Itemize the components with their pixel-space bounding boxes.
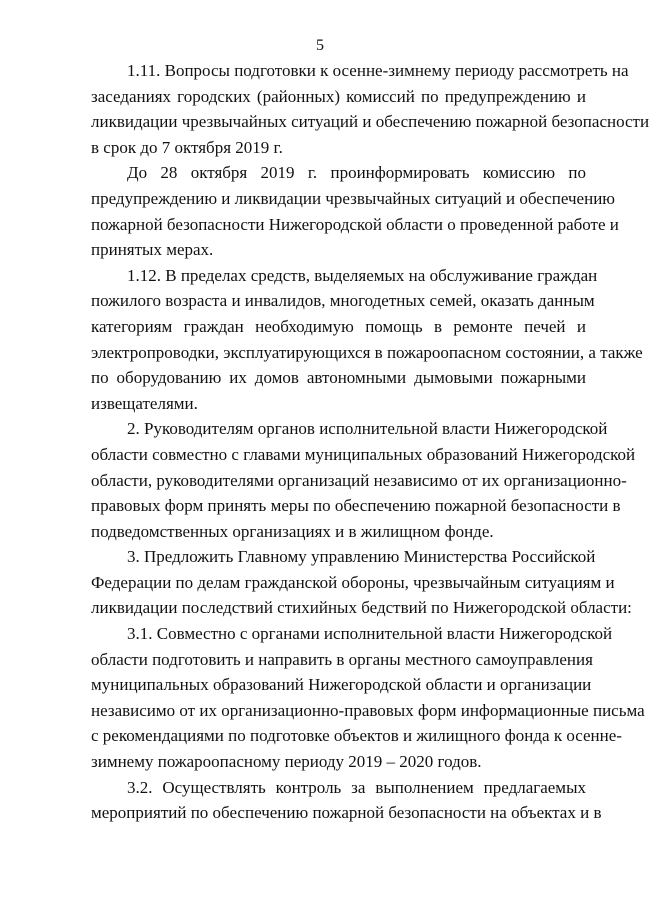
paragraph	[91, 416, 636, 544]
text-line: по оборудованию их домов автономными дымовыми пожарными	[91, 368, 586, 388]
text-line: правовых форм принять меры по обеспечению пожарной безопасности в	[91, 496, 621, 516]
paragraph	[91, 58, 649, 160]
text-line: категориям граждан необходимую помощь в ремонте печей и	[91, 316, 586, 336]
text-line: 3. Предложить Главному управлению Министерства Российской	[127, 547, 596, 567]
text-line: в срок до 7 октября 2019 г.	[91, 137, 283, 157]
text-line: 3.1. Совместно с органами исполнительной власти Нижегородской	[127, 624, 613, 644]
text-line: ликвидации чрезвычайных ситуаций и обеспечению пожарной безопасности	[91, 112, 649, 132]
paragraph	[91, 621, 645, 775]
text-line: извещателями.	[91, 393, 198, 413]
text-line: независимо от их организационно-правовых форм информационные письма	[91, 700, 645, 720]
text-line: электропроводки, эксплуатирующихся в пожароопасном состоянии, а также	[91, 342, 643, 362]
text-line: зимнему пожароопасному периоду 2019 – 2020 годов.	[91, 752, 482, 772]
paragraph	[91, 544, 632, 621]
text-line: с рекомендациями по подготовке объектов и жилищного фонда к осенне-	[91, 726, 622, 746]
document-body	[91, 58, 649, 826]
text-line: 3.2. Осуществлять контроль за выполнением предлагаемых	[127, 777, 586, 797]
text-line: 2. Руководителям органов исполнительной власти Нижегородской	[127, 419, 608, 439]
text-line: пожарной безопасности Нижегородской области о проведенной работе и	[91, 214, 619, 234]
page-number: 5	[316, 37, 324, 54]
text-line: заседаниях городских (районных) комиссий по предупреждению и	[91, 86, 586, 106]
paragraph	[91, 160, 619, 262]
paragraph	[91, 775, 602, 826]
text-line: области совместно с главами муниципальных образований Нижегородской	[91, 444, 636, 464]
text-line: 1.12. В пределах средств, выделяемых на обслуживание граждан	[127, 265, 598, 285]
text-line: 1.11. Вопросы подготовки к осенне-зимнему периоду рассмотреть на	[127, 61, 629, 80]
text-line: пожилого возраста и инвалидов, многодетных семей, оказать данным	[91, 291, 595, 311]
text-line: принятых мерах.	[91, 240, 214, 260]
text-line: ликвидации последствий стихийных бедствий по Нижегородской области:	[91, 598, 632, 618]
text-line: области подготовить и направить в органы местного самоуправления	[91, 649, 593, 669]
paragraph	[91, 263, 643, 417]
text-line: подведомственных организациях и в жилищном фонде.	[91, 521, 494, 541]
text-line: муниципальных образований Нижегородской области и организации	[91, 675, 592, 695]
text-line: предупреждению и ликвидации чрезвычайных ситуаций и обеспечению	[91, 188, 615, 208]
text-line: До 28 октября 2019 г. проинформировать комиссию по	[127, 163, 586, 183]
text-line: мероприятий по обеспечению пожарной безопасности на объектах и в	[91, 803, 602, 823]
text-line: области, руководителями организаций независимо от их организационно-	[91, 470, 627, 490]
text-line: Федерации по делам гражданской обороны, чрезвычайным ситуациям и	[91, 572, 615, 592]
